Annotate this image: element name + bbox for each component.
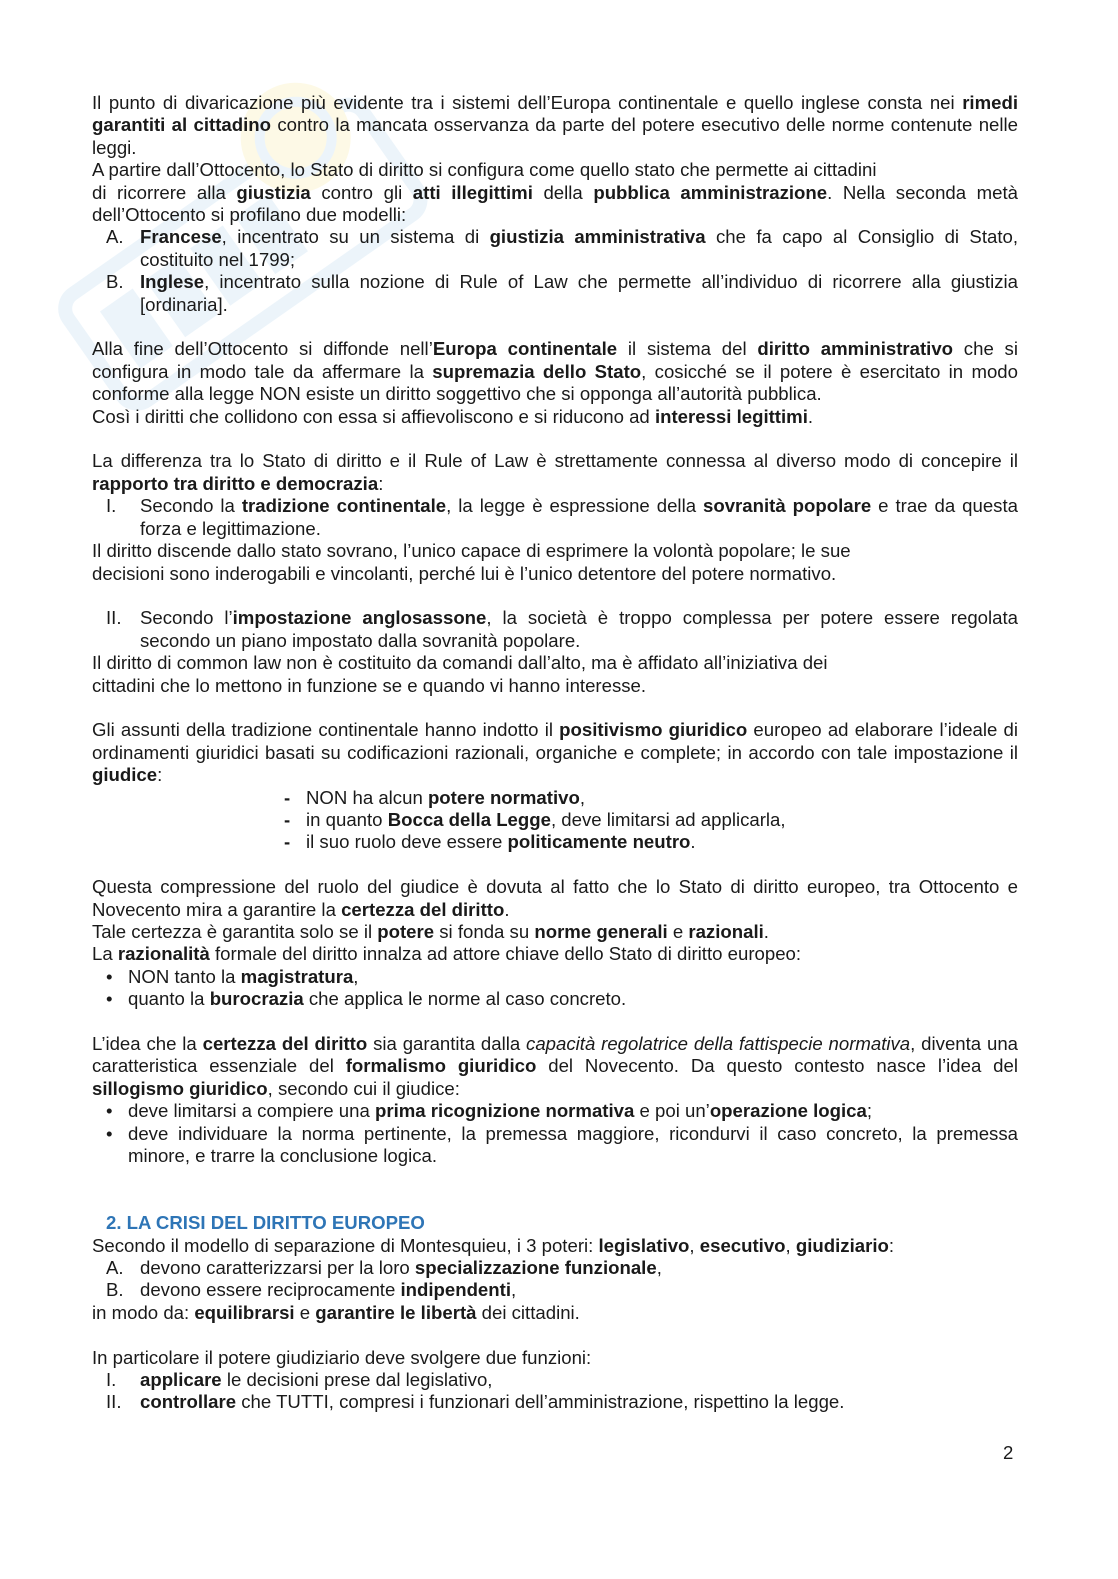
paragraph: Il punto di divaricazione più evidente tra i sistemi dell’Europa continentale e quello inglese consta nei rimedi garantiti al cittadino contro la mancata osservanza da parte del potere esecutivo delle norme contenute nelle leggi. [92,92,1018,158]
list-item [92,271,1018,316]
list-item [92,607,1018,652]
list-item-text: applicare le decisioni prese dal legislativo, [140,1369,493,1391]
list-item [92,1123,1018,1168]
list-marker: II. [106,1391,122,1413]
list-marker: II. [106,607,122,629]
roman-list [92,1369,1018,1414]
paragraph: La differenza tra lo Stato di diritto e il Rule of Law è strettamente connessa al diverso modo di concepire il rapporto tra diritto e democrazia: [92,450,1018,494]
list-marker: • [106,988,113,1010]
paragraph-gap [92,316,1018,338]
alpha-list [92,226,1018,316]
list-item [92,831,1018,853]
paragraph-gap [92,1011,1018,1033]
list-item [92,1257,1018,1279]
list-item [92,1279,1018,1301]
list-item [92,1391,1018,1413]
paragraph: in modo da: equilibrarsi e garantire le libertà dei cittadini. [92,1301,580,1323]
list-marker: I. [106,495,117,517]
paragraph-gap [92,697,1018,719]
page-number: 2 [1003,1442,1014,1463]
list-marker: A. [106,1257,124,1278]
paragraph-gap [92,1190,1018,1212]
paragraph: Questa compressione del ruolo del giudice è dovuta al fatto che lo Stato di diritto europeo, tra Ottocento e Novecento mira a garantire la certezza del diritto. [92,876,1018,920]
paragraph: Gli assunti della tradizione continentale hanno indotto il positivismo giuridico europeo ad elaborare l’ideale di ordinamenti giuridici basati su codificazioni razionali, organiche e complete; in accordo con tale impostazione il giudice: [92,719,1019,786]
list-item-text: Secondo la tradizione continentale, la legge è espressione della sovranità popolare e trae da questa forza e legittimazione. [140,495,1018,539]
paragraph-gap [92,1167,1018,1189]
list-item-text: Secondo l’impostazione anglosassone, la società è troppo complessa per potere essere regolata secondo un piano impostato dalla sovranità popolare. [140,607,1018,651]
list-marker: A. [106,226,124,248]
bullet-list [92,1100,1018,1167]
list-item-text: devono essere reciprocamente indipendenti, [140,1279,517,1301]
paragraph: Tale certezza è garantita solo se il potere si fonda su norme generali e razionali. [92,920,769,942]
paragraph-gap [92,428,1018,450]
list-item-text: deve limitarsi a compiere una prima ricognizione normativa e poi un’operazione logica; [128,1100,873,1122]
paragraph: Alla fine dell’Ottocento si diffonde nell’Europa continentale il sistema del diritto amministrativo che si configura in modo tale da affermare la supremazia dello Stato, cosicché se il potere è esercitato in modo conforme alla legge NON esiste un diritto soggettivo che si opponga all’autorità pubblica. [92,338,1018,405]
paragraph: Così i diritti che collidono con essa si affievoliscono e si riducono ad interessi legittimi. [92,405,814,427]
list-item [92,1100,1018,1122]
list-marker: - [284,831,291,853]
paragraph: decisioni sono inderogabili e vincolanti, perché lui è l’unico detentore del potere normativo. [92,562,837,584]
list-marker: • [106,1122,113,1144]
list-marker: B. [106,1279,124,1301]
list-marker: I. [106,1369,117,1391]
list-item-text: il suo ruolo deve essere politicamente neutro. [306,831,696,853]
list-item-text: Inglese, incentrato sulla nozione di Rule of Law che permette all’individuo di ricorrere alla giustizia [ordinaria]. [140,271,1018,315]
list-item-text: controllare che TUTTI, compresi i funzionari dell’amministrazione, rispettino la legge. [140,1391,845,1413]
list-item-text: NON ha alcun potere normativo, [306,786,585,808]
paragraph: di ricorrere alla giustizia contro gli atti illegittimi della pubblica amministrazione. Nella seconda metà dell’Ottocento si profilano due modelli: [92,181,1019,226]
list-item-text: NON tanto la magistratura, [128,965,359,987]
paragraph: L’idea che la certezza del diritto sia garantita dalla capacità regolatrice della fattispecie normativa, diventa una caratteristica essenziale del formalismo giuridico del Novecento. Da questo contesto nasce l’idea del sillogismo giuridico, secondo cui il giudice: [92,1032,1019,1099]
list-item [92,966,1018,988]
paragraph-gap [92,585,1018,607]
list-marker: - [284,786,291,808]
list-item [92,495,1018,540]
section-heading: 2. LA CRISI DEL DIRITTO EUROPEO [106,1212,425,1234]
list-item [92,1369,1018,1391]
document-body [92,92,1018,1414]
list-marker: • [106,965,113,987]
list-item [92,787,1018,809]
alpha-list [92,1257,1018,1302]
list-marker: • [106,1100,113,1122]
list-item [92,226,1018,271]
list-marker: - [284,808,291,830]
list-item-text: quanto la burocrazia che applica le norme al caso concreto. [128,988,627,1010]
paragraph: A partire dall’Ottocento, lo Stato di diritto si configura come quello stato che permette ai cittadini [92,159,877,181]
list-item [92,988,1018,1010]
list-item-text: in quanto Bocca della Legge, deve limitarsi ad applicarla, [306,808,786,830]
list-item-text: deve individuare la norma pertinente, la premessa maggiore, ricondurvi il caso concreto, la premessa minore, e trarre la conclusione logica. [128,1122,1018,1166]
list-item-text: Francese, incentrato su un sistema di giustizia amministrativa che fa capo al Consiglio di Stato, costituito nel 1799; [140,226,1019,270]
list-item [92,809,1018,831]
paragraph-gap [92,1324,1018,1346]
paragraph: La razionalità formale del diritto innalza ad attore chiave dello Stato di diritto europeo: [92,943,802,965]
paragraph: Il diritto di common law non è costituito da comandi dall’alto, ma è affidato all’iniziativa dei [92,652,828,674]
dash-list [92,787,1018,854]
paragraph-gap [92,854,1018,876]
roman-list [92,495,1018,540]
paragraph: Il diritto discende dallo stato sovrano, l’unico capace di esprimere la volontà popolare; le sue [92,540,851,562]
paragraph: In particolare il potere giudiziario deve svolgere due funzioni: [92,1346,592,1368]
bullet-list [92,966,1018,1011]
roman-list [92,607,1018,652]
list-item-text: devono caratterizzarsi per la loro specializzazione funzionale, [140,1257,662,1278]
paragraph: cittadini che lo mettono in funzione se e quando vi hanno interesse. [92,674,647,696]
paragraph: Secondo il modello di separazione di Montesquieu, i 3 poteri: legislativo, esecutivo, giudiziario: [92,1234,895,1256]
list-marker: B. [106,271,124,293]
